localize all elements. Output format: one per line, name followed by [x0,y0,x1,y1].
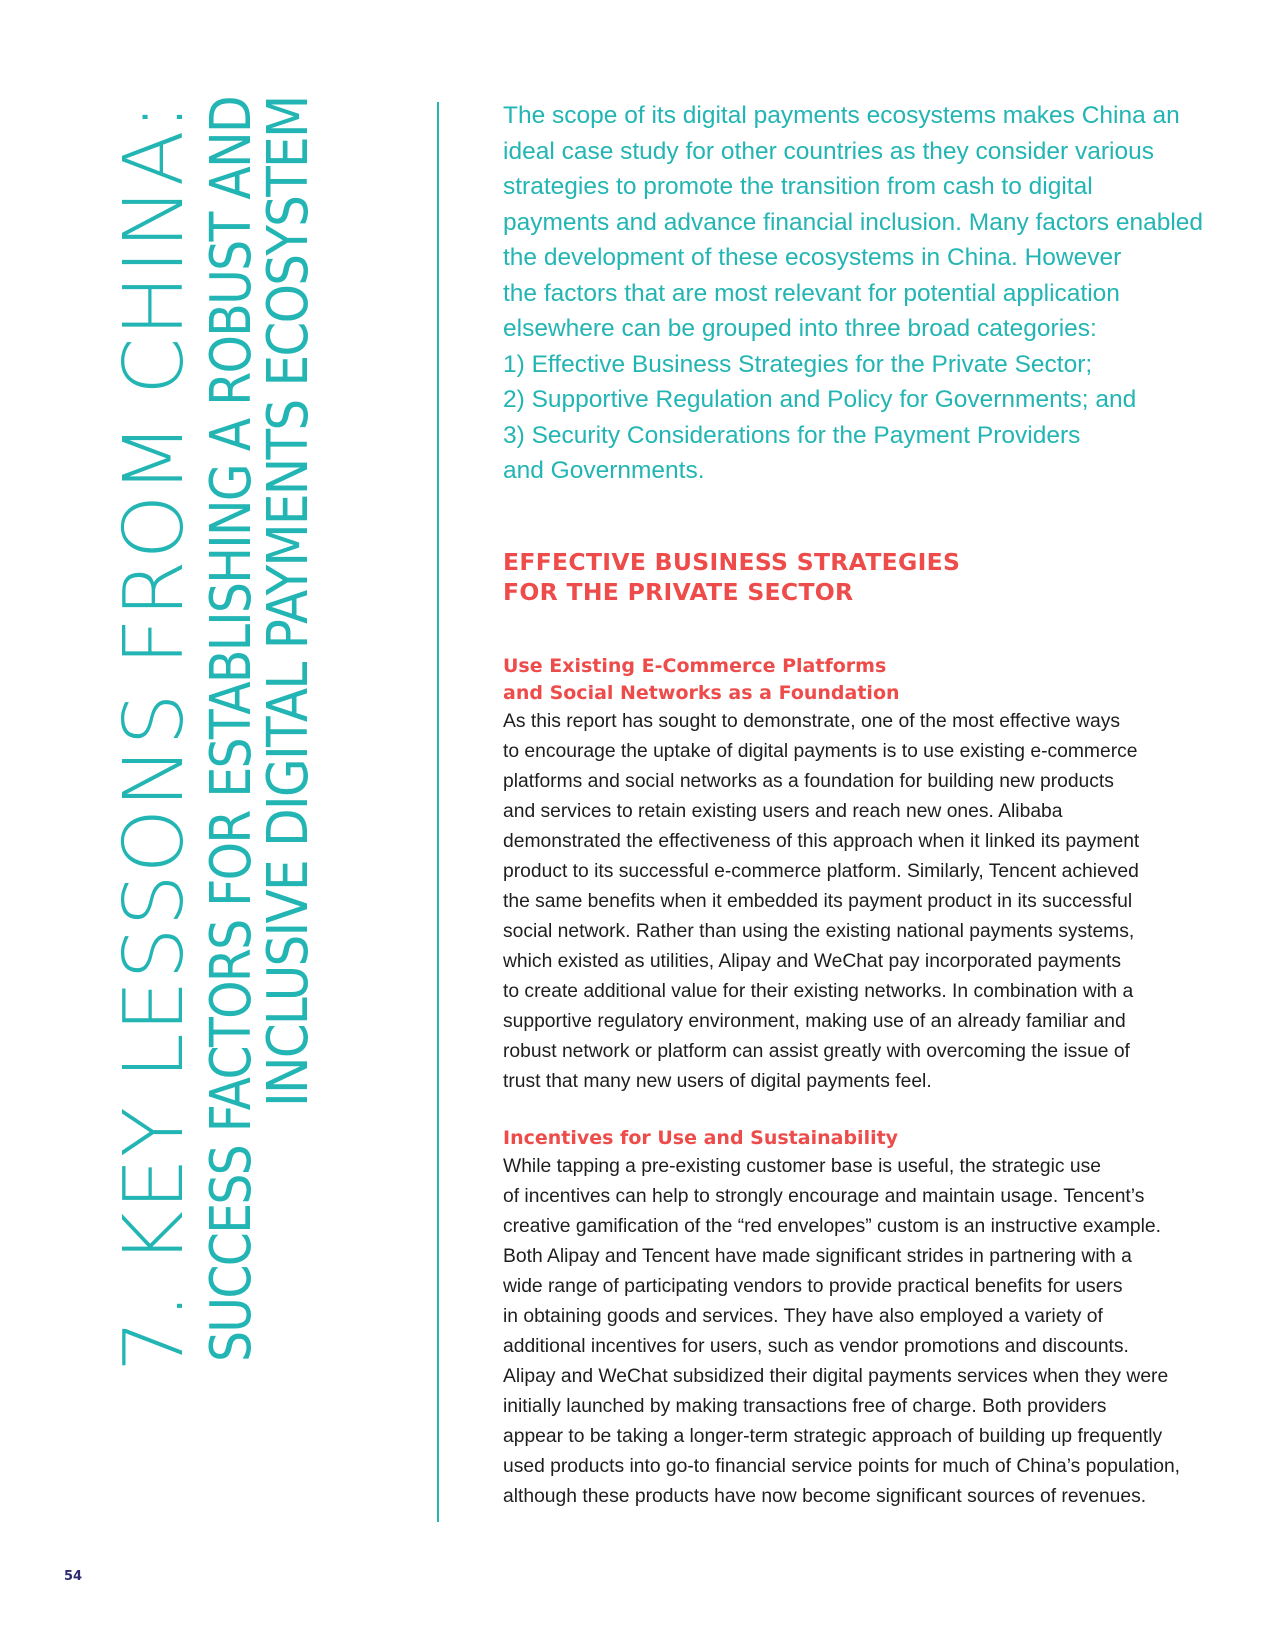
subsection-incentives [503,1125,1208,1512]
body-line: in obtaining goods and services. They have also employed a variety of [503,1305,1103,1327]
intro-line: the development of these ecosystems in China. However [503,244,1122,271]
body-line: initially launched by making transactions free of charge. Both providers [503,1395,1107,1417]
vertical-divider [437,102,439,1522]
subsection-heading-line-1: Incentives for Use and Sustainability [503,1126,899,1149]
body-line: platforms and social networks as a foundation for building new products [503,770,1114,792]
body-paragraph [503,707,1208,1097]
body-line: trust that many new users of digital payments feel. [503,1070,932,1092]
intro-paragraph [503,98,1208,489]
body-line: to encourage the uptake of digital payments is to use existing e-commerce [503,740,1138,762]
body-line: product to its successful e-commerce platform. Similarly, Tencent achieved [503,860,1139,882]
body-paragraph [503,1152,1208,1512]
subsection-heading-line-2: and Social Networks as a Foundation [503,681,900,704]
body-line: appear to be taking a longer-term strategic approach of building up frequently [503,1425,1163,1447]
intro-line: 3) Security Considerations for the Payment Providers [503,421,1081,449]
body-line: although these products have now become significant sources of revenues. [503,1485,1147,1507]
main-content [503,98,1208,1512]
body-line: creative gamification of the “red envelopes” custom is an instructive example. [503,1215,1162,1237]
body-line: which existed as utilities, Alipay and WeChat pay incorporated payments [503,950,1122,972]
intro-line: The scope of its digital payments ecosystems makes China an [503,102,1180,129]
body-line: While tapping a pre-existing customer base is useful, the strategic use [503,1155,1102,1177]
subsection-heading-line-1: Use Existing E-Commerce Platforms [503,654,887,677]
chapter-subtitle-line-2: INCLUSIVE DIGITAL PAYMENTS ECOSYSTEM [256,96,321,1108]
page-number: 54 [64,1569,83,1584]
body-line: used products into go-to financial service points for much of China’s population, [503,1455,1181,1477]
body-line: of incentives can help to strongly encourage and maintain usage. Tencent’s [503,1185,1145,1207]
subsection-heading [503,1125,1208,1152]
body-line: demonstrated the effectiveness of this approach when it linked its payment [503,830,1140,852]
intro-line: 1) Effective Business Strategies for the Private Sector; [503,350,1093,378]
intro-line: elsewhere can be grouped into three broad categories: [503,315,1097,342]
body-line: Alipay and WeChat subsidized their digital payments services when they were [503,1365,1169,1387]
body-line: robust network or platform can assist greatly with overcoming the issue of [503,1040,1130,1062]
intro-line: ideal case study for other countries as they consider various [503,137,1154,165]
chapter-title-line-1: 7. KEY LESSONS FROM CHINA: [107,102,202,1372]
body-line: and services to retain existing users and reach new ones. Alibaba [503,800,1063,822]
chapter-subtitle-line-1: SUCCESS FACTORS FOR ESTABLISHING A ROBUST AND [199,97,264,1362]
body-line: supportive regulatory environment, making use of an already familiar and [503,1010,1126,1032]
body-line: additional incentives for users, such as vendor promotions and discounts. [503,1335,1129,1357]
subsection-heading [503,653,1208,707]
body-line: social network. Rather than using the existing national payments systems, [503,920,1135,942]
section-heading-line-1: EFFECTIVE BUSINESS STRATEGIES [503,547,961,576]
section-heading [503,547,1208,607]
body-line: the same benefits when it embedded its payment product in its successful [503,890,1133,912]
section-heading-line-2: FOR THE PRIVATE SECTOR [503,577,854,606]
body-line: wide range of participating vendors to provide practical benefits for users [503,1275,1123,1297]
body-line: As this report has sought to demonstrate, one of the most effective ways [503,710,1120,732]
intro-line: and Governments. [503,457,705,484]
subsection-existing-platforms [503,653,1208,1097]
intro-line: strategies to promote the transition from cash to digital [503,173,1093,200]
body-line: to create additional value for their existing networks. In combination with a [503,980,1134,1002]
chapter-title [0,0,321,1372]
body-line: Both Alipay and Tencent have made significant strides in partnering with a [503,1245,1132,1267]
intro-line: payments and advance financial inclusion. Many factors enabled [503,208,1204,236]
intro-line: 2) Supportive Regulation and Policy for Governments; and [503,386,1137,413]
intro-line: the factors that are most relevant for potential application [503,279,1120,307]
